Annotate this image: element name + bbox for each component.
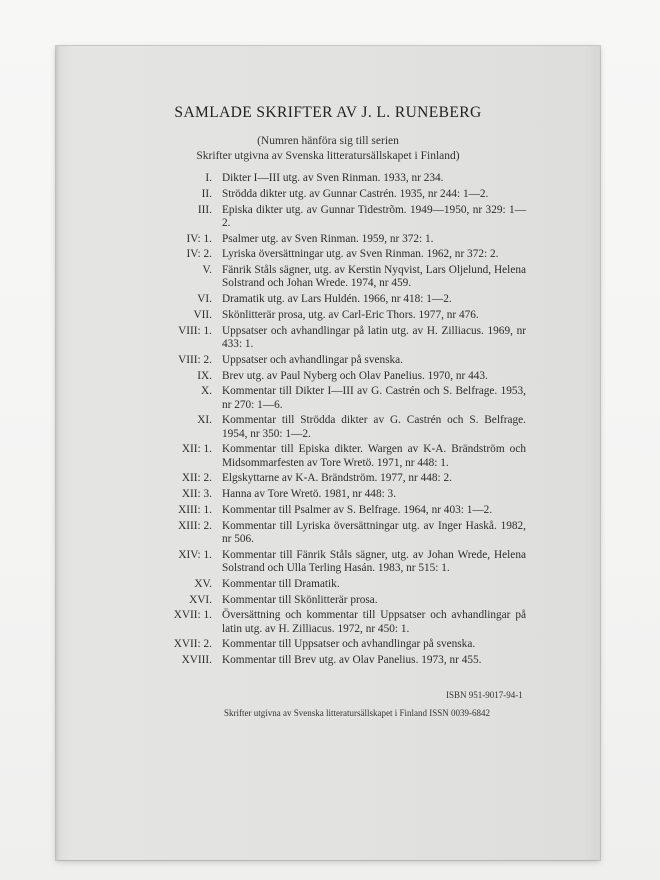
isbn: ISBN 951-9017-94-1 [446, 690, 523, 700]
volume-entry [156, 385, 526, 411]
volume-entry [156, 654, 526, 667]
volume-number: XIII: 2. [178, 519, 212, 532]
volume-number: XVII: 2. [173, 638, 212, 651]
volume-entry [156, 354, 526, 367]
volume-number: VIII: 2. [178, 353, 212, 366]
volume-entry [156, 609, 526, 635]
volume-entry [156, 233, 526, 246]
volume-number: IX. [197, 369, 212, 382]
volume-list [156, 172, 526, 670]
volume-entry [156, 638, 526, 651]
book-back-cover [56, 46, 600, 860]
volume-description: Kommentar till Episka dikter. Wargen av K-A. Brändström och Midsommarfesten av Tore Wretö. 1971, nr 448: 1. [222, 443, 526, 469]
volume-description: Lyriska översättningar utg. av Sven Rinman. 1962, nr 372: 2. [222, 248, 499, 261]
volume-description: Kommentar till Dikter I—III av G. Castrén och S. Belfrage. 1953, nr 270: 1—6. [222, 385, 526, 411]
volume-number: IV: 2. [186, 248, 212, 261]
volume-description: Kommentar till Psalmer av S. Belfrage. 1964, nr 403: 1—2. [222, 503, 493, 516]
volume-entry [156, 488, 526, 501]
volume-description: Hanna av Tore Wretö. 1981, nr 448: 3. [222, 488, 397, 501]
volume-number: V. [202, 264, 212, 277]
volume-description: Psalmer utg. av Sven Rinman. 1959, nr 372: 1. [222, 232, 434, 245]
volume-entry [156, 204, 526, 230]
series-note [56, 134, 600, 164]
volume-number: VIII: 1. [178, 324, 212, 337]
volume-number: X. [201, 385, 212, 398]
volume-number: XIII: 1. [178, 503, 212, 516]
cover-title: SAMLADE SKRIFTER AV J. L. RUNEBERG [174, 104, 482, 121]
volume-description: Dramatik utg. av Lars Huldén. 1966, nr 418: 1—2. [222, 293, 452, 306]
volume-entry [156, 443, 526, 469]
volume-description: Uppsatser och avhandlingar på latin utg. av H. Zilliacus. 1969, nr 433: 1. [222, 324, 526, 350]
volume-number: II. [201, 187, 212, 200]
volume-entry [156, 325, 526, 351]
volume-entry [156, 549, 526, 575]
volume-number: VII. [193, 308, 212, 321]
volume-description: Kommentar till Uppsatser och avhandlingar på svenska. [222, 638, 476, 651]
volume-number: XV. [194, 577, 212, 590]
volume-entry [156, 578, 526, 591]
volume-number: XVI. [189, 593, 212, 606]
volume-description: Brev utg. av Paul Nyberg och Olav Panelius. 1970, nr 443. [222, 369, 488, 382]
volume-number: III. [197, 203, 212, 216]
cover-edge [56, 46, 60, 860]
volume-description: Skönlitterär prosa, utg. av Carl-Eric Thors. 1977, nr 476. [222, 308, 479, 321]
volume-description: Kommentar till Brev utg. av Olav Panelius. 1973, nr 455. [222, 654, 482, 667]
series-note-line-2: Skrifter utgivna av Svenska litteratursällskapet i Finland) [196, 150, 460, 162]
volume-description: Uppsatser och avhandlingar på svenska. [222, 353, 404, 366]
volume-description: Kommentar till Dramatik. [222, 577, 340, 590]
volume-description: Kommentar till Fänrik Ståls sägner, utg. av Johan Wrede, Helena Solstrand och Ulla Terling Hasán. 1983, nr 515: 1. [222, 548, 526, 574]
volume-entry [156, 370, 526, 383]
volume-number: IV: 1. [186, 232, 212, 245]
volume-entry [156, 594, 526, 607]
volume-description: Fänrik Ståls sägner, utg. av Kerstin Nyqvist, Lars Oljelund, Helena Solstrand och Johan Wrede. 1974, nr 459. [222, 264, 526, 290]
volume-number: XVII: 1. [173, 609, 212, 622]
volume-description: Dikter I—III utg. av Sven Rinman. 1933, nr 234. [222, 172, 444, 184]
volume-entry [156, 309, 526, 322]
volume-number: VI. [197, 293, 212, 306]
volume-entry [156, 504, 526, 517]
volume-number: XII: 2. [181, 472, 212, 485]
volume-description: Kommentar till Strödda dikter av G. Castrén och S. Belfrage. 1954, nr 350: 1—2. [222, 414, 526, 440]
volume-entry [156, 414, 526, 440]
volume-entry [156, 188, 526, 201]
volume-entry [156, 293, 526, 306]
volume-entry [156, 264, 526, 290]
volume-description: Elgskyttarne av K-A. Brändström. 1977, nr 448: 2. [222, 472, 452, 485]
volume-description: Kommentar till Skönlitterär prosa. [222, 593, 378, 606]
volume-description: Episka dikter utg. av Gunnar Tidestrõm. 1949—1950, nr 329: 1—2. [222, 203, 526, 229]
volume-description: Strödda dikter utg. av Gunnar Castrén. 1935, nr 244: 1—2. [222, 187, 489, 200]
volume-number: XI. [197, 414, 212, 427]
volume-number: XII: 1. [181, 443, 212, 456]
volume-number: XVIII. [181, 654, 212, 667]
series-issn-line: Skrifter utgivna av Svenska litteratursällskapet i Finland ISSN 0039-6842 [224, 708, 490, 718]
volume-number: XII: 3. [181, 488, 212, 501]
volume-description: Översättning och kommentar till Uppsatser och avhandlingar på latin utg. av H. Zilliacus. 1972, nr 450: 1. [222, 609, 526, 635]
volume-entry [156, 520, 526, 546]
volume-entry [156, 248, 526, 261]
volume-number: I. [205, 172, 212, 184]
volume-number: XIV: 1. [178, 548, 212, 561]
volume-description: Kommentar till Lyriska översättningar utg. av Inger Haskå. 1982, nr 506. [222, 519, 526, 545]
series-note-line-1: (Numren hänföra sig till serien [257, 135, 399, 147]
volume-entry [156, 172, 526, 185]
volume-entry [156, 472, 526, 485]
